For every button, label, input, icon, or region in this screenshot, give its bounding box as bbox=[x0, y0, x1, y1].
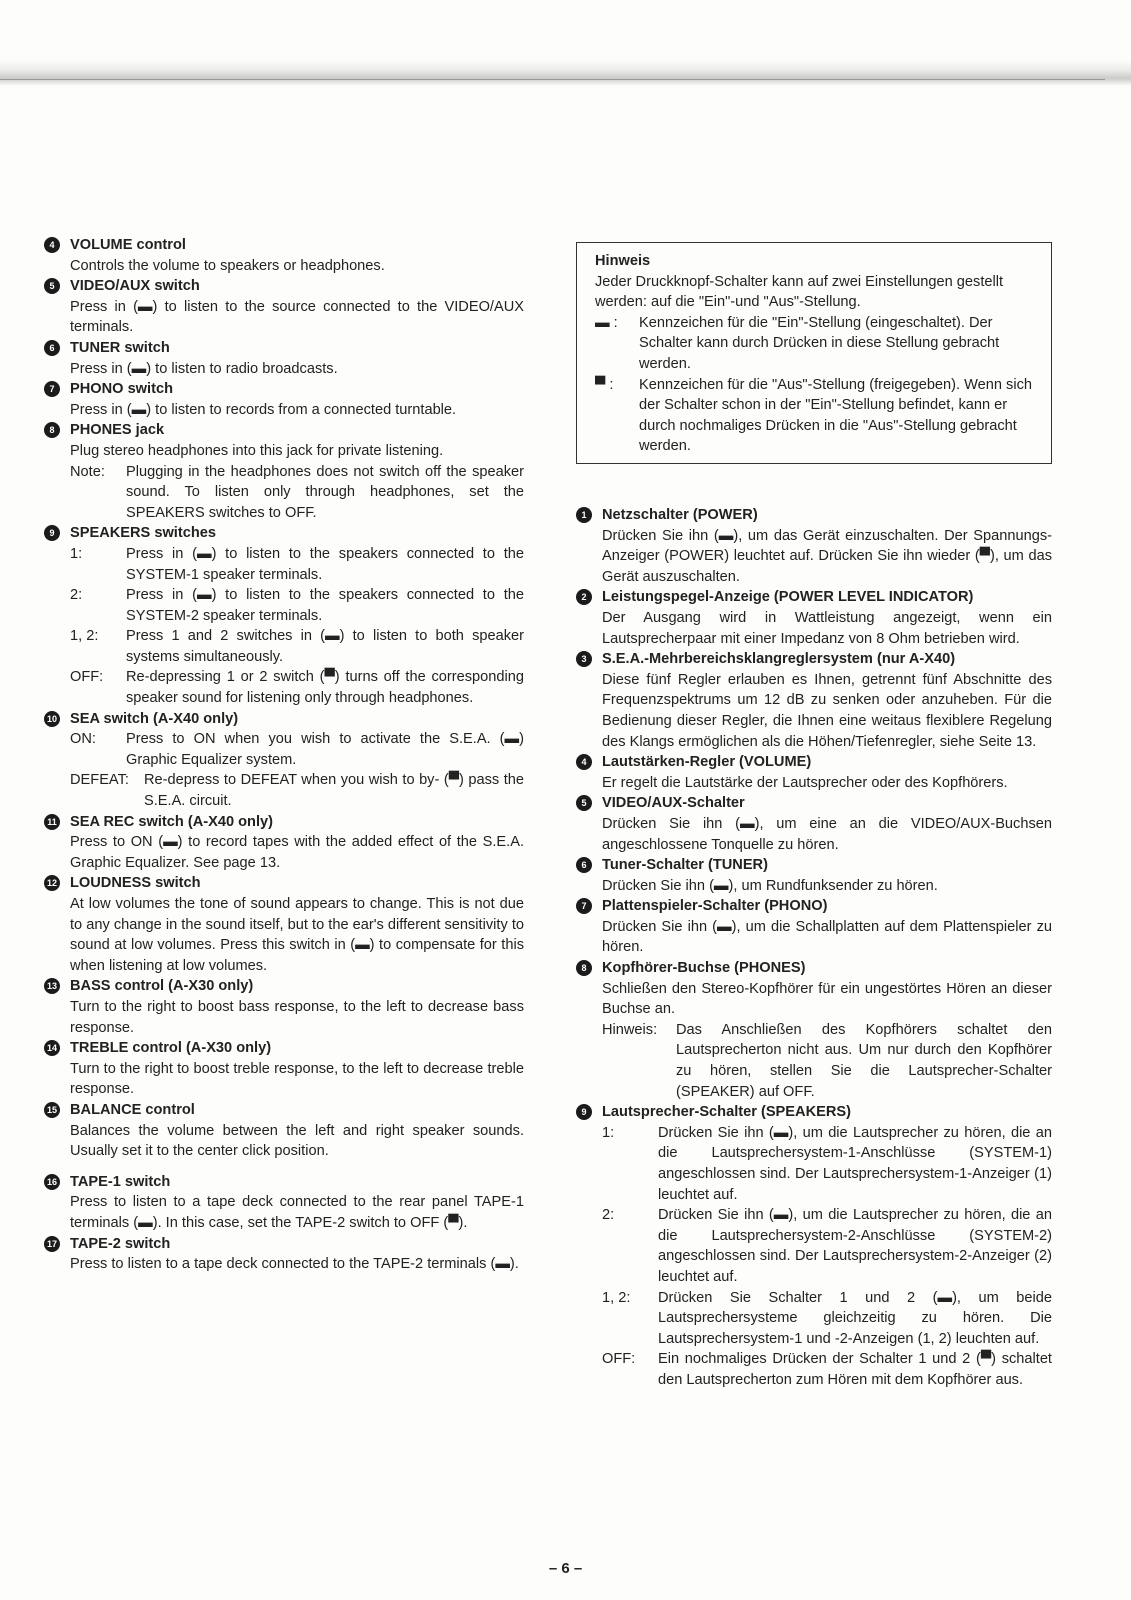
item-title bbox=[576, 793, 1052, 814]
sub-entry-label: 1, 2: bbox=[602, 1289, 631, 1306]
item-description: Press in (▬) to listen to radio broadcasts. bbox=[70, 360, 338, 377]
item-title bbox=[44, 420, 524, 441]
item-sub-entry bbox=[44, 729, 524, 770]
item-number-badge: 16 bbox=[44, 1174, 60, 1190]
item-number-badge: 5 bbox=[44, 278, 60, 294]
item-title-text: Netzschalter (POWER) bbox=[602, 507, 758, 523]
sub-entry-label: OFF: bbox=[70, 669, 104, 686]
item-sub-entry bbox=[44, 770, 524, 811]
item-title-text: TUNER switch bbox=[70, 339, 170, 356]
sub-entry-label: 2: bbox=[602, 1207, 615, 1224]
control-item bbox=[44, 1172, 524, 1234]
german-column bbox=[576, 505, 1052, 1391]
item-title bbox=[576, 752, 1052, 773]
item-title-text: TAPE-2 switch bbox=[70, 1235, 171, 1252]
item-number-badge: 8 bbox=[576, 960, 592, 976]
item-sub-entry bbox=[44, 626, 524, 667]
control-item bbox=[576, 649, 1052, 752]
item-number-badge: 14 bbox=[44, 1040, 60, 1056]
item-title-text: LOUDNESS switch bbox=[70, 875, 201, 892]
item-number-badge: 4 bbox=[576, 754, 592, 770]
sub-entry-text: Ein nochmaliges Drücken der Schalter 1 und 2 (▀) schaltet den Lautsprecherton zum Hören mit dem Kopfhörer aus. bbox=[658, 1351, 1052, 1388]
item-title bbox=[576, 958, 1052, 979]
note-row-off-text: Kennzeichen für die "Aus"-Stellung (freigegeben). Wenn sich der Schalter schon in der "Ein"-Stellung befindet, kann er durch nochmaliges Drücken in die "Aus"-Stellung gebracht werden. bbox=[639, 376, 1032, 455]
item-title bbox=[44, 976, 524, 997]
item-title-text: PHONO switch bbox=[70, 381, 173, 398]
item-sub-entry bbox=[576, 1288, 1052, 1350]
control-item bbox=[576, 505, 1052, 587]
control-item bbox=[44, 1100, 524, 1162]
hinweis-note-box bbox=[576, 242, 1052, 464]
off-position-symbol: ▀ : bbox=[595, 376, 614, 393]
sub-entry-label: 1, 2: bbox=[70, 628, 99, 645]
control-item bbox=[576, 1102, 1052, 1390]
control-item bbox=[44, 1234, 524, 1275]
item-title-text: TREBLE control (A-X30 only) bbox=[70, 1040, 272, 1057]
item-title-text: Tuner-Schalter (TUNER) bbox=[602, 857, 768, 874]
sub-entry-label: Note: bbox=[70, 463, 105, 480]
item-description: Turn to the right to boost treble response, to the left to decrease treble response. bbox=[70, 1060, 524, 1098]
item-number-badge: 2 bbox=[576, 589, 592, 605]
scan-edge-rule bbox=[0, 79, 1105, 80]
item-number-badge: 13 bbox=[44, 978, 60, 994]
item-title bbox=[576, 855, 1052, 876]
scan-edge-artifact bbox=[0, 60, 1131, 86]
item-description: Drücken Sie ihn (▬), um die Schallplatten auf dem Plattenspieler zu hören. bbox=[602, 918, 1052, 956]
sub-entry-label: 2: bbox=[70, 587, 83, 604]
item-sub-entry bbox=[44, 667, 524, 708]
item-title bbox=[44, 1100, 524, 1121]
item-number-badge: 10 bbox=[44, 711, 60, 727]
sub-entry-text: Re-depress to DEFEAT when you wish to by- (▀) pass the S.E.A. circuit. bbox=[144, 772, 524, 810]
control-item bbox=[44, 812, 524, 874]
item-number-badge: 5 bbox=[576, 795, 592, 811]
item-number-badge: 1 bbox=[576, 507, 592, 523]
item-title bbox=[44, 523, 524, 544]
item-description: Er regelt die Lautstärke der Lautsprecher oder des Kopfhörers. bbox=[602, 774, 1008, 791]
item-description: Press to listen to a tape deck connected to the TAPE-2 terminals (▬). bbox=[70, 1256, 519, 1273]
note-title: Hinweis bbox=[595, 253, 651, 269]
item-title-text: TAPE-1 switch bbox=[70, 1173, 171, 1190]
item-description: Controls the volume to speakers or headphones. bbox=[70, 257, 385, 274]
item-title-text: Leistungspegel-Anzeige (POWER LEVEL INDICATOR) bbox=[602, 589, 974, 606]
item-title bbox=[576, 896, 1052, 917]
item-description: Der Ausgang wird in Wattleistung angezeigt, wenn ein Lautsprecherpaar mit einer Impedanz von 8 Ohm betrieben wird. bbox=[602, 609, 1052, 647]
sub-entry-label: ON: bbox=[70, 731, 96, 748]
note-row-off bbox=[595, 375, 1033, 457]
item-number-badge: 17 bbox=[44, 1236, 60, 1252]
sub-entry-text: Re-depressing 1 or 2 switch (▀) turns off the corresponding speaker sound for listening only through headphones. bbox=[126, 669, 524, 707]
control-item bbox=[44, 976, 524, 1038]
item-sub-entry bbox=[576, 1020, 1052, 1102]
item-title-text: Plattenspieler-Schalter (PHONO) bbox=[602, 898, 828, 915]
item-title bbox=[44, 235, 524, 256]
item-title-text: VIDEO/AUX-Schalter bbox=[602, 795, 745, 812]
sub-entry-label: 1: bbox=[602, 1124, 615, 1141]
control-item bbox=[44, 709, 524, 812]
item-sub-entry bbox=[44, 462, 524, 524]
item-number-badge: 3 bbox=[576, 651, 592, 667]
control-item bbox=[44, 338, 524, 379]
item-title bbox=[44, 812, 524, 833]
item-sub-entry bbox=[576, 1349, 1052, 1390]
sub-entry-text: Plugging in the headphones does not switch off the speaker sound. To listen only through headphones, set the SPEAKERS switches to OFF. bbox=[126, 463, 524, 521]
item-title-text: Lautsprecher-Schalter (SPEAKERS) bbox=[602, 1104, 851, 1121]
item-title bbox=[576, 1102, 1052, 1123]
sub-entry-text: Press 1 and 2 switches in (▬) to listen to both speaker systems simultaneously. bbox=[126, 628, 524, 665]
english-column bbox=[44, 235, 524, 1275]
item-title bbox=[44, 276, 524, 297]
item-description: Diese fünf Regler erlauben es Ihnen, getrennt fünf Abschnitte des Frequenzspektrums um 12 dB zu senken oder anzuheben. Für die Bedienung dieser Regler, die Ihnen eine weitaus flexiblere Regelung des Klangs ermöglichen als die Höhen/Tiefenregler, siehe Seite 13. bbox=[602, 671, 1052, 750]
item-description: Drücken Sie ihn (▬), um eine an die VIDEO/AUX-Buchsen angeschlossene Tonquelle zu hören. bbox=[602, 815, 1052, 853]
on-position-symbol: ▬ : bbox=[595, 314, 618, 331]
sub-entry-text: Press to ON when you wish to activate the S.E.A. (▬) Graphic Equalizer system. bbox=[126, 731, 524, 768]
item-description: Press in (▬) to listen to the source connected to the VIDEO/AUX terminals. bbox=[70, 298, 524, 336]
item-description: Press in (▬) to listen to records from a connected turntable. bbox=[70, 401, 457, 418]
item-number-badge: 6 bbox=[44, 340, 60, 356]
item-title-text: BASS control (A-X30 only) bbox=[70, 978, 254, 995]
item-title bbox=[44, 1234, 524, 1255]
control-item bbox=[576, 752, 1052, 793]
sub-entry-text: Press in (▬) to listen to the speakers connected to the SYSTEM-1 speaker terminals. bbox=[126, 545, 524, 583]
item-description: Press to listen to a tape deck connected to the rear panel TAPE-1 terminals (▬). In this case, set the TAPE-2 switch to OFF (▀). bbox=[70, 1194, 524, 1231]
item-title bbox=[44, 1172, 524, 1193]
control-item bbox=[44, 420, 524, 523]
item-sub-entry bbox=[44, 544, 524, 585]
item-description: Press to ON (▬) to record tapes with the added effect of the S.E.A. Graphic Equalizer. See page 13. bbox=[70, 834, 524, 871]
sub-entry-label: OFF: bbox=[602, 1351, 636, 1368]
item-sub-entry bbox=[576, 1205, 1052, 1287]
item-title-text: SEA switch (A-X40 only) bbox=[70, 710, 239, 727]
item-title bbox=[44, 338, 524, 359]
note-row-on bbox=[595, 313, 1033, 375]
item-title-text: SPEAKERS switches bbox=[70, 525, 216, 542]
item-description: Plug stereo headphones into this jack for private listening. bbox=[70, 442, 444, 459]
item-title-text: SEA REC switch (A-X40 only) bbox=[70, 813, 273, 830]
item-description: Balances the volume between the left and right speaker sounds. Usually set it to the center click position. bbox=[70, 1122, 524, 1160]
item-title-text: VOLUME control bbox=[70, 237, 186, 253]
control-item bbox=[576, 587, 1052, 649]
item-number-badge: 11 bbox=[44, 814, 60, 830]
item-description: Schließen den Stereo-Kopfhörer für ein ungestörtes Hören an dieser Buchse an. bbox=[602, 980, 1052, 1018]
sub-entry-label: DEFEAT: bbox=[70, 772, 129, 789]
item-title bbox=[44, 709, 524, 730]
item-number-badge: 9 bbox=[576, 1104, 592, 1120]
item-title-text: PHONES jack bbox=[70, 422, 165, 439]
item-title bbox=[576, 505, 1052, 526]
item-number-badge: 7 bbox=[44, 381, 60, 397]
item-number-badge: 4 bbox=[44, 237, 60, 253]
item-title-text: S.E.A.-Mehrbereichsklangreglersystem (nur A-X40) bbox=[602, 651, 956, 668]
page-number: – 6 – bbox=[548, 1560, 583, 1577]
item-title bbox=[44, 873, 524, 894]
control-item bbox=[44, 379, 524, 420]
sub-entry-text: Press in (▬) to listen to the speakers connected to the SYSTEM-2 speaker terminals. bbox=[126, 587, 524, 624]
item-description: Turn to the right to boost bass response, to the left to decrease bass response. bbox=[70, 998, 524, 1036]
item-title bbox=[576, 649, 1052, 670]
item-number-badge: 12 bbox=[44, 875, 60, 891]
item-number-badge: 9 bbox=[44, 525, 60, 541]
control-item bbox=[44, 1038, 524, 1100]
item-number-badge: 7 bbox=[576, 898, 592, 914]
item-title bbox=[576, 587, 1052, 608]
item-title bbox=[44, 379, 524, 400]
item-description: Drücken Sie ihn (▬), um das Gerät einzuschalten. Der Spannungs-Anzeiger (POWER) leuchtet auf. Drücken Sie ihn wieder (▀), um das Gerät auszuschalten. bbox=[602, 527, 1052, 585]
note-row-on-text: Kennzeichen für die "Ein"-Stellung (eingeschaltet). Der Schalter kann durch Drücken in diese Stellung gebracht werden. bbox=[639, 314, 1000, 372]
sub-entry-label: 1: bbox=[70, 545, 83, 562]
item-title-text: Kopfhörer-Buchse (PHONES) bbox=[602, 960, 806, 977]
item-sub-entry bbox=[576, 1123, 1052, 1205]
item-title-text: Lautstärken-Regler (VOLUME) bbox=[602, 754, 812, 771]
item-description: Drücken Sie ihn (▬), um Rundfunksender zu hören. bbox=[602, 877, 938, 894]
control-item bbox=[44, 873, 524, 976]
note-intro: Jeder Druckknopf-Schalter kann auf zwei Einstellungen gestellt werden: auf die "Ein"-und "Aus"-Stellung. bbox=[595, 273, 1004, 311]
item-number-badge: 6 bbox=[576, 857, 592, 873]
sub-entry-text: Drücken Sie Schalter 1 und 2 (▬), um beide Lautsprechersysteme gleichzeitig zu hören. Die Lautsprechersystem-1 und -2-Anzeigen (1, 2) leuchten auf. bbox=[658, 1289, 1052, 1347]
control-item bbox=[576, 793, 1052, 855]
item-description: At low volumes the tone of sound appears to change. This is not due to any change in the sound itself, but to the ear's different sensitivity to sound at low volumes. Press this switch in (▬) to compensate for this when listening at low volumes. bbox=[70, 896, 524, 974]
control-item bbox=[44, 276, 524, 338]
sub-entry-text: Drücken Sie ihn (▬), um die Lautsprecher zu hören, die an die Lautsprechersystem-1-Anschlüsse (SYSTEM-1) angeschlossen sind. Der Lautsprechersystem-1-Anzeiger (1) leuchtet auf. bbox=[658, 1124, 1052, 1203]
item-title-text: VIDEO/AUX switch bbox=[70, 278, 200, 295]
item-number-badge: 8 bbox=[44, 422, 60, 438]
sub-entry-label: Hinweis: bbox=[602, 1021, 658, 1038]
item-title bbox=[44, 1038, 524, 1059]
item-number-badge: 15 bbox=[44, 1102, 60, 1118]
control-item bbox=[576, 958, 1052, 1102]
item-sub-entry bbox=[44, 585, 524, 626]
control-item bbox=[576, 855, 1052, 896]
sub-entry-text: Das Anschließen des Kopfhörers schaltet den Lautsprecherton nicht aus. Um nur durch den Kopfhörer zu hören, stellen Sie die Lautsprecher-Schalter (SPEAKER) auf OFF. bbox=[676, 1021, 1052, 1100]
item-title-text: BALANCE control bbox=[70, 1101, 195, 1118]
control-item bbox=[44, 523, 524, 708]
control-item bbox=[576, 896, 1052, 958]
sub-entry-text: Drücken Sie ihn (▬), um die Lautsprecher zu hören, die an die Lautsprechersystem-2-Anschlüsse (SYSTEM-2) angeschlossen sind. Der Lautsprechersystem-2-Anzeiger (2) leuchtet auf. bbox=[658, 1207, 1052, 1285]
control-item bbox=[44, 235, 524, 276]
